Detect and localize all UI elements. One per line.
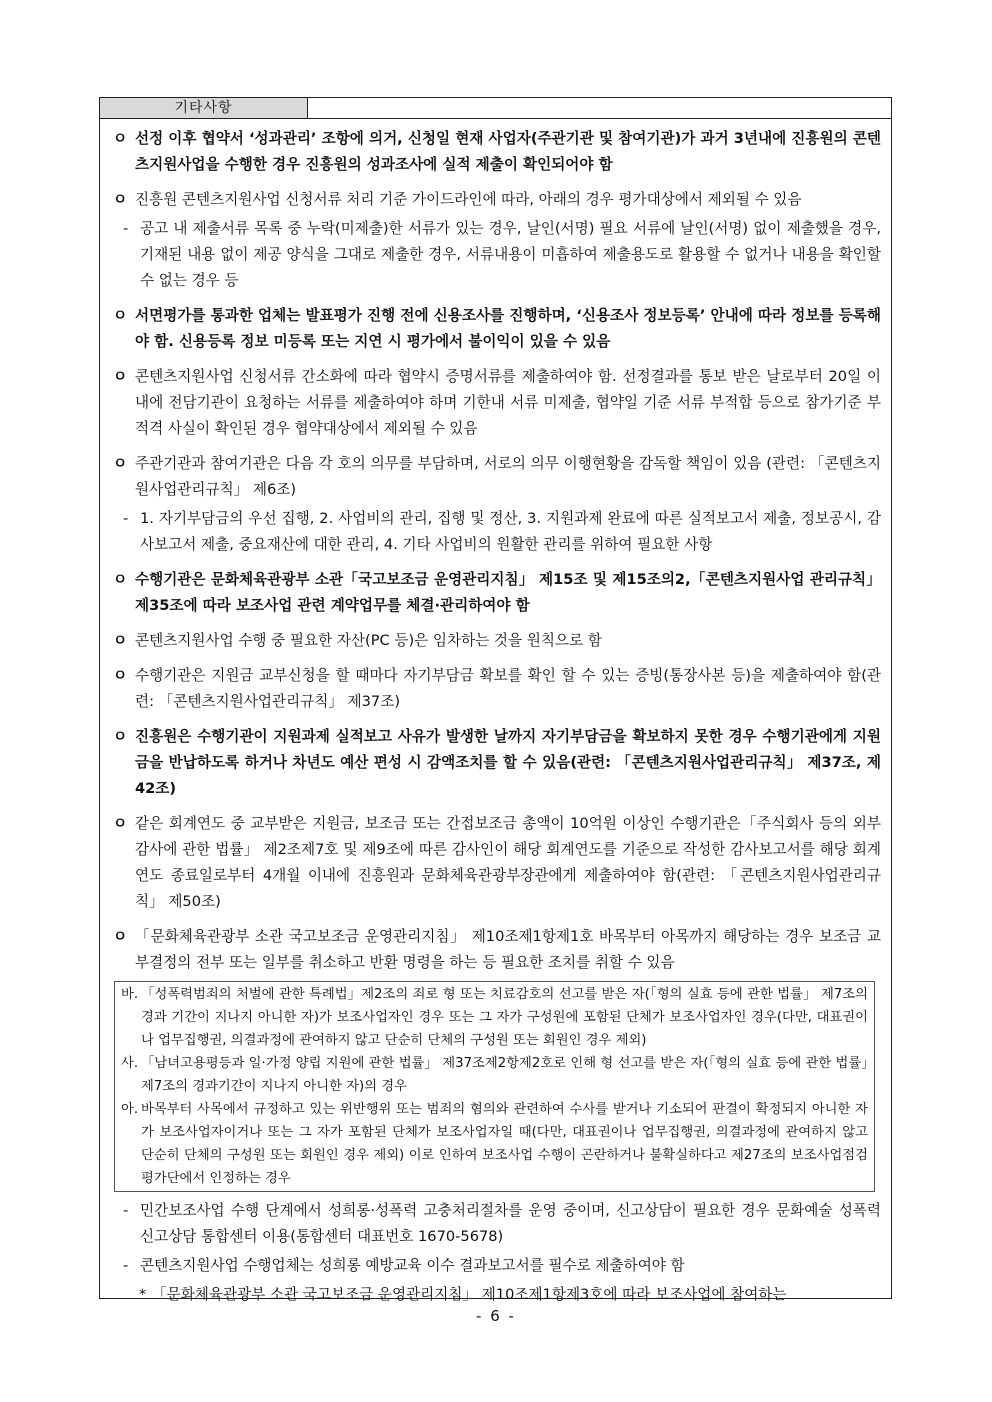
list-item (112, 628, 881, 654)
page-number: - 6 - (476, 1307, 516, 1325)
excerpt-mark: 아. (121, 1102, 139, 1117)
item-text: 주관기관과 참여기관은 다음 각 호의 의무를 부담하며, 서로의 의무 이행현황을 감독할 책임이 있음 (관련: 「콘텐츠지원사업관리규칙」 제6조) (135, 455, 881, 498)
sub-item (112, 216, 881, 294)
dash-marker: - (123, 1202, 129, 1219)
bullet-icon: ㅇ (113, 928, 128, 945)
footnote-mark: * (139, 1286, 147, 1303)
excerpt-line (121, 1052, 868, 1098)
bullet-icon: ㅇ (113, 632, 128, 649)
bullet-icon: ㅇ (113, 455, 128, 472)
notes-content (100, 119, 891, 1308)
item-text: 수행기관은 지원금 교부신청을 할 때마다 자기부담금 확보를 확인 할 수 있는 증빙(통장사본 등)을 제출하여야 함(관련: 「콘텐츠지원사업관리규칙」 제37조) (135, 667, 881, 710)
sub-item (112, 1198, 881, 1250)
item-text: 수행기관은 문화체육관광부 소관「국고보조금 운영관리지침」 제15조 및 제15조의2,「콘텐츠지원사업 관리규칙」 제35조에 따라 보조사업 관련 계약업무를 체결·관리하여야 함 (135, 571, 881, 614)
bullet-icon: ㅇ (113, 368, 128, 385)
sub-item-text: 민간보조사업 수행 단계에서 성희롱·성폭력 고충처리절차를 운영 중이며, 신고상담이 필요한 경우 문화예술 성폭력 신고상담 통합센터 이용(통합센터 대표번호 1670-5678) (140, 1202, 881, 1245)
bullet-icon: ㅇ (113, 191, 128, 208)
list-item (112, 924, 881, 976)
item-text: 「문화체육관광부 소관 국고보조금 운영관리지침」 제10조제1항제1호 바목부터 아목까지 해당하는 경우 보조금 교부결정의 전부 또는 일부를 취소하고 반환 명령을 하는 등 필요한 조치를 취할 수 있음 (135, 928, 881, 971)
excerpt-line (121, 983, 868, 1052)
table-header-row (100, 98, 891, 119)
list-item (112, 567, 881, 619)
sub-item (112, 506, 881, 558)
dash-marker: - (123, 1257, 129, 1274)
item-text: 서면평가를 통과한 업체는 발표평가 진행 전에 신용조사를 진행하며, ‘신용조사 정보등록’ 안내에 따라 정보를 등록해야 함. 신용등록 정보 미등록 또는 지연 시 평가에서 불이익이 있을 수 있음 (135, 307, 881, 350)
bullet-icon: ㅇ (113, 667, 128, 684)
item-text: 콘텐츠지원사업 신청서류 간소화에 따라 협약시 증명서류를 제출하여야 함. 선정결과를 통보 받은 날로부터 20일 이내에 전담기관이 요청하는 서류를 제출하여야 하며 기한내 서류 미제출, 협약일 기준 서류 부적합 등으로 참가기준 부적격 사실이 확인된 경우 협약대상에서 제외될 수 있음 (135, 368, 881, 437)
item-text: 선정 이후 협약서 ‘성과관리’ 조항에 의거, 신청일 현재 사업자(주관기관 및 참여기관)가 과거 3년내에 진흥원의 콘텐츠지원사업을 수행한 경우 진흥원의 성과조사에 실적 제출이 확인되어야 함 (135, 130, 881, 173)
sub-item-text: 콘텐츠지원사업 수행업체는 성희롱 예방교육 이수 결과보고서를 필수로 제출하여야 함 (140, 1257, 685, 1274)
footnote (112, 1282, 881, 1308)
bullet-icon: ㅇ (113, 571, 128, 588)
item-text: 같은 회계연도 중 교부받은 지원금, 보조금 또는 간접보조금 총액이 10억원 이상인 수행기관은「주식회사 등의 외부감사에 관한 법률」 제2조제7호 및 제9조에 따른 감사인이 해당 회계연도를 기준으로 작성한 감사보고서를 해당 회계연도 종료일로부터 4개월 이내에 진흥원과 문화체육관광부장관에게 제출하여야 함(관련: 「콘텐츠지원사업관리규칙」 제50조) (135, 815, 881, 910)
list-item (112, 126, 881, 178)
excerpt-line (121, 1098, 868, 1190)
item-text: 진흥원 콘텐츠지원사업 신청서류 처리 기준 가이드라인에 따라, 아래의 경우 평가대상에서 제외될 수 있음 (135, 191, 802, 208)
bullet-icon: ㅇ (113, 815, 128, 832)
dash-marker: - (123, 220, 129, 237)
excerpt-mark: 사. (121, 1056, 139, 1071)
excerpt-mark: 바. (121, 987, 139, 1002)
excerpt-text: 「남녀고용평등과 일·가정 양립 지원에 관한 법률」 제37조제2항제2호로 인해 형 선고를 받은 자(「형의 실효 등에 관한 법률」제7조의 경과기간이 지나지 아니한 자)의 경우 (141, 1056, 868, 1094)
list-item (112, 303, 881, 355)
sub-item (112, 1253, 881, 1279)
list-item (112, 187, 881, 213)
bullet-icon: ㅇ (113, 307, 128, 324)
notes-table (99, 97, 892, 1303)
list-item (112, 663, 881, 715)
list-item (112, 451, 881, 503)
excerpt-text: 「성폭력범죄의 처벌에 관한 특례법」제2조의 죄로 형 또는 치료감호의 선고를 받은 자(「형의 실효 등에 관한 법률」 제7조의 경과 기간이 지나지 아니한 자)가 보조사업자인 경우 또는 그 자가 구성원에 포함된 단체가 보조사업자인 경우(다만, 대표권이나 업무집행권, 의결과정에 관여하지 않고 단순히 단체의 구성원 또는 회원인 경우 제외) (141, 987, 868, 1048)
dash-marker: - (123, 510, 129, 527)
bullet-icon: ㅇ (113, 130, 128, 147)
list-item (112, 811, 881, 915)
regulation-excerpt-box (114, 981, 875, 1192)
item-text: 진흥원은 수행기관이 지원과제 실적보고 사유가 발생한 날까지 자기부담금을 확보하지 못한 경우 수행기관에게 지원금을 반납하도록 하거나 차년도 예산 편성 시 감액조치를 할 수 있음(관련: 「콘텐츠지원사업관리규칙」 제37조, 제42조) (135, 728, 881, 797)
sub-item-text: 1. 자기부담금의 우선 집행, 2. 사업비의 관리, 집행 및 정산, 3. 지원과제 완료에 따른 실적보고서 제출, 정보공시, 감사보고서 제출, 중요재산에 대한 관리, 4. 기타 사업비의 원활한 관리를 위하여 필요한 사항 (140, 510, 881, 553)
footnote-text: 「문화체육관광부 소관 국고보조금 운영관리지침」 제10조제1항제3호에 따라 보조사업에 참여하는 (152, 1286, 787, 1303)
bullet-icon: ㅇ (113, 728, 128, 745)
section-title: 기타사항 (100, 98, 308, 118)
list-item (112, 724, 881, 802)
item-text: 콘텐츠지원사업 수행 중 필요한 자산(PC 등)은 임차하는 것을 원칙으로 함 (135, 632, 602, 649)
sub-item-text: 공고 내 제출서류 목록 중 누락(미제출)한 서류가 있는 경우, 날인(서명) 필요 서류에 날인(서명) 없이 제출했을 경우, 기재된 내용 없이 제공 양식을 그대로 제출한 경우, 서류내용이 미흡하여 제출용도로 활용할 수 없거나 내용을 확인할 수 없는 경우 등 (140, 220, 881, 289)
excerpt-text: 바목부터 사목에서 규정하고 있는 위반행위 또는 범죄의 혐의와 관련하여 수사를 받거나 기소되어 판결이 확정되지 아니한 자가 보조사업자이거나 또는 그 자가 포함된 단체가 보조사업자일 때(다만, 대표권이나 업무집행권, 의결과정에 관여하지 않고 단순히 단체의 구성원 또는 회원인 경우 제외) 이로 인하여 보조사업 수행이 곤란하거나 불확실하다고 제27조의 보조사업점검평가단에서 인정하는 경우 (141, 1102, 868, 1186)
list-item (112, 364, 881, 442)
